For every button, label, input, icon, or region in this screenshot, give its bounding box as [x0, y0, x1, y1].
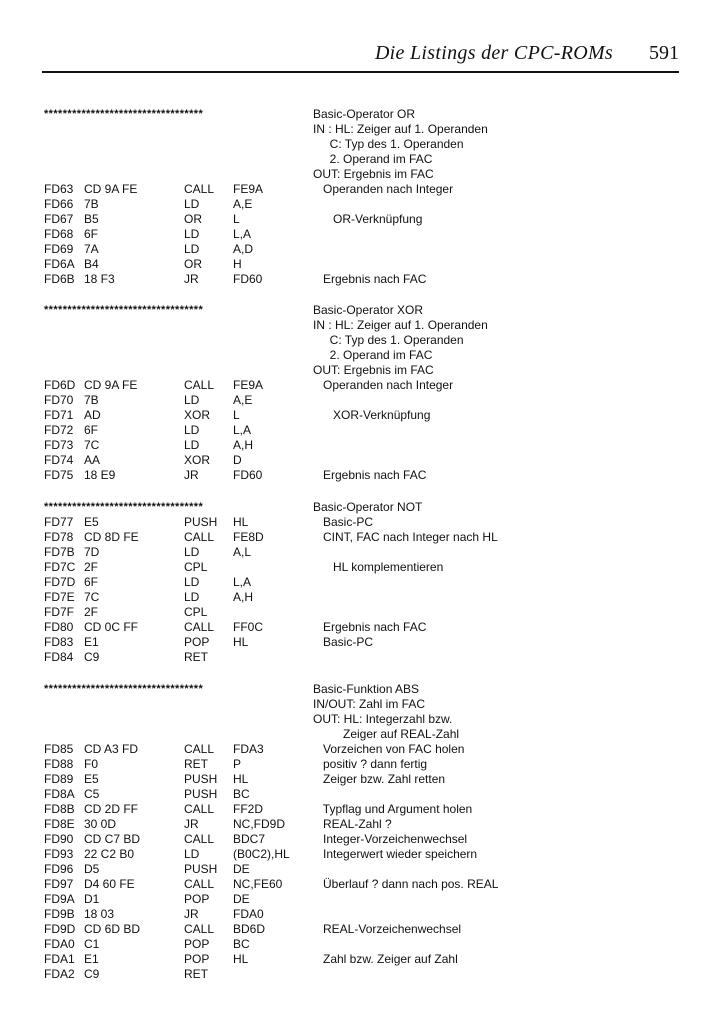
- address: FD8B: [44, 802, 75, 816]
- mnemonic: CALL: [184, 877, 215, 891]
- address: FD90: [44, 832, 74, 846]
- operand: A,H: [233, 590, 254, 604]
- opcode-bytes: D1: [84, 892, 100, 906]
- listing-line: [0, 605, 717, 620]
- address: FD67: [44, 212, 74, 226]
- listing-line: [0, 393, 717, 408]
- mnemonic: POP: [184, 952, 210, 966]
- opcode-bytes: CD 6D BD: [84, 922, 141, 936]
- opcode-bytes: 7B: [84, 197, 99, 211]
- comment: Basic-Operator XOR: [313, 303, 424, 317]
- listing-line: [0, 333, 717, 348]
- comment: IN/OUT: Zahl im FAC: [313, 697, 426, 711]
- address: FD75: [44, 468, 74, 482]
- address: FDA1: [44, 952, 75, 966]
- mnemonic: PUSH: [184, 515, 218, 529]
- operand: HL: [233, 515, 249, 529]
- listing-line: [0, 575, 717, 590]
- operand: A,H: [233, 438, 254, 452]
- operand: FE9A: [233, 182, 264, 196]
- comment: Integer-Vorzeichenwechsel: [313, 832, 468, 846]
- comment: 2. Operand im FAC: [313, 152, 433, 166]
- opcode-bytes: CD 9A FE: [84, 182, 138, 196]
- operand: A,E: [233, 393, 253, 407]
- opcode-bytes: E5: [84, 772, 99, 786]
- operand: L,A: [233, 575, 252, 589]
- comment: HL komplementieren: [313, 560, 444, 574]
- address: FD6A: [44, 257, 75, 271]
- opcode-bytes: CD 9A FE: [84, 378, 138, 392]
- address: FD7F: [44, 605, 74, 619]
- mnemonic: CALL: [184, 182, 215, 196]
- opcode-bytes: B4: [84, 257, 99, 271]
- opcode-bytes: C9: [84, 650, 100, 664]
- mnemonic: CALL: [184, 802, 215, 816]
- mnemonic: CPL: [184, 605, 208, 619]
- comment: OUT: Ergebnis im FAC: [313, 167, 434, 181]
- comment: CINT, FAC nach Integer nach HL: [313, 530, 498, 544]
- address: FD7B: [44, 545, 75, 559]
- comment: Ergebnis nach FAC: [313, 620, 427, 634]
- mnemonic: CALL: [184, 530, 215, 544]
- mnemonic: CALL: [184, 378, 215, 392]
- comment: OUT: Ergebnis im FAC: [313, 363, 434, 377]
- address: FD8E: [44, 817, 75, 831]
- listing-line: [0, 772, 717, 787]
- comment: Operanden nach Integer: [313, 182, 454, 196]
- address: FD96: [44, 862, 74, 876]
- comment: IN : HL: Zeiger auf 1. Operanden: [313, 318, 488, 332]
- mnemonic: OR: [184, 212, 202, 226]
- comment: Basic-Operator NOT: [313, 500, 423, 514]
- operand: HL: [233, 772, 249, 786]
- mnemonic: XOR: [184, 453, 211, 467]
- mnemonic: OR: [184, 257, 202, 271]
- mnemonic: JR: [184, 907, 199, 921]
- operand: P: [233, 757, 242, 771]
- mnemonic: CALL: [184, 832, 215, 846]
- listing-line: [0, 167, 717, 182]
- listing-line: [0, 832, 717, 847]
- listing-line: [0, 500, 717, 515]
- address: FD8A: [44, 787, 75, 801]
- opcode-bytes: 18 03: [84, 907, 115, 921]
- address: FD9A: [44, 892, 75, 906]
- comment: IN : HL: Zeiger auf 1. Operanden: [313, 122, 488, 136]
- opcode-bytes: AD: [84, 408, 101, 422]
- mnemonic: POP: [184, 635, 210, 649]
- address: FD97: [44, 877, 74, 891]
- opcode-bytes: F0: [84, 757, 99, 771]
- address: FD7E: [44, 590, 75, 604]
- mnemonic: LD: [184, 545, 200, 559]
- mnemonic: PUSH: [184, 772, 218, 786]
- running-header-title: Die Listings der CPC-ROMs: [374, 42, 613, 64]
- opcode-bytes: 7A: [84, 242, 99, 256]
- listing-line: [0, 635, 717, 650]
- address: FD73: [44, 438, 74, 452]
- listing-line: [0, 363, 717, 378]
- listing-line: [0, 438, 717, 453]
- mnemonic: RET: [184, 650, 208, 664]
- listing-line: [0, 937, 717, 952]
- opcode-bytes: E5: [84, 515, 99, 529]
- operand: DE: [233, 862, 250, 876]
- mnemonic: LD: [184, 590, 200, 604]
- address: FD7C: [44, 560, 76, 574]
- listing-line: [0, 378, 717, 393]
- separator-stars: **********************************: [44, 683, 204, 695]
- mnemonic: CPL: [184, 560, 208, 574]
- mnemonic: PUSH: [184, 862, 218, 876]
- mnemonic: CALL: [184, 922, 215, 936]
- operand: FD60: [233, 272, 263, 286]
- opcode-bytes: 7C: [84, 438, 100, 452]
- address: FD6D: [44, 378, 76, 392]
- mnemonic: LD: [184, 393, 200, 407]
- listing-line: [0, 682, 717, 697]
- operand: HL: [233, 635, 249, 649]
- listing-line: [0, 122, 717, 137]
- opcode-bytes: CD 0C FF: [84, 620, 138, 634]
- opcode-bytes: 2F: [84, 605, 99, 619]
- opcode-bytes: D4 60 FE: [84, 877, 135, 891]
- listing-line: [0, 787, 717, 802]
- listing-line: [0, 545, 717, 560]
- listing-line: [0, 802, 717, 817]
- comment: XOR-Verknüpfung: [313, 408, 431, 422]
- listing-line: [0, 967, 717, 982]
- listing-line: [0, 952, 717, 967]
- listing-line: [0, 182, 717, 197]
- opcode-bytes: 6F: [84, 423, 99, 437]
- address: FDA0: [44, 937, 75, 951]
- comment: Zeiger bzw. Zahl retten: [313, 772, 446, 786]
- operand: D: [233, 453, 242, 467]
- mnemonic: LD: [184, 242, 200, 256]
- comment: REAL-Zahl ?: [313, 817, 392, 831]
- listing-line: [0, 227, 717, 242]
- comment: positiv ? dann fertig: [313, 757, 428, 771]
- operand: NC,FD9D: [233, 817, 286, 831]
- operand: A,E: [233, 197, 253, 211]
- mnemonic: JR: [184, 468, 199, 482]
- comment: Überlauf ? dann nach pos. REAL: [313, 877, 499, 891]
- listing-line: [0, 453, 717, 468]
- mnemonic: CALL: [184, 620, 215, 634]
- listing-line: [0, 847, 717, 862]
- address: FD71: [44, 408, 74, 422]
- opcode-bytes: 7C: [84, 590, 100, 604]
- opcode-bytes: 18 F3: [84, 272, 115, 286]
- comment: OUT: HL: Integerzahl bzw.: [313, 712, 453, 726]
- listing-line: [0, 530, 717, 545]
- listing-line: [0, 468, 717, 483]
- page-number: 591: [649, 42, 679, 64]
- opcode-bytes: CD 8D FE: [84, 530, 139, 544]
- address: FD85: [44, 742, 74, 756]
- listing-line: [0, 712, 717, 727]
- comment: Zahl bzw. Zeiger auf Zahl: [313, 952, 458, 966]
- listing-line: [0, 423, 717, 438]
- address: FD66: [44, 197, 74, 211]
- operand: FF0C: [233, 620, 263, 634]
- comment: C: Typ des 1. Operanden: [313, 137, 464, 151]
- operand: FE9A: [233, 378, 264, 392]
- address: FD89: [44, 772, 74, 786]
- address: FD70: [44, 393, 74, 407]
- opcode-bytes: B5: [84, 212, 99, 226]
- operand: A,D: [233, 242, 254, 256]
- separator-stars: **********************************: [44, 108, 204, 120]
- opcode-bytes: C1: [84, 937, 100, 951]
- mnemonic: CALL: [184, 742, 215, 756]
- operand: FE8D: [233, 530, 264, 544]
- mnemonic: POP: [184, 937, 210, 951]
- address: FD74: [44, 453, 74, 467]
- listing-line: [0, 892, 717, 907]
- listing-line: [0, 650, 717, 665]
- opcode-bytes: 30 0D: [84, 817, 117, 831]
- operand: DE: [233, 892, 250, 906]
- address: FD77: [44, 515, 74, 529]
- mnemonic: JR: [184, 272, 199, 286]
- listing-line: [0, 197, 717, 212]
- address: FD88: [44, 757, 74, 771]
- address: FD78: [44, 530, 74, 544]
- listing-line: [0, 137, 717, 152]
- listing-line: [0, 515, 717, 530]
- listing-line: [0, 817, 717, 832]
- separator-stars: **********************************: [44, 501, 204, 513]
- operand: (B0C2),HL: [233, 847, 290, 861]
- opcode-bytes: CD C7 BD: [84, 832, 141, 846]
- operand: L: [233, 408, 240, 422]
- listing-line: [0, 212, 717, 227]
- listing-line: [0, 697, 717, 712]
- opcode-bytes: 7B: [84, 393, 99, 407]
- opcode-bytes: AA: [84, 453, 101, 467]
- mnemonic: LD: [184, 227, 200, 241]
- opcode-bytes: C9: [84, 967, 100, 981]
- opcode-bytes: CD A3 FD: [84, 742, 139, 756]
- comment: OR-Verknüpfung: [313, 212, 423, 226]
- mnemonic: LD: [184, 197, 200, 211]
- listing-line: [0, 620, 717, 635]
- comment: Integerwert wieder speichern: [313, 847, 478, 861]
- address: FD9D: [44, 922, 76, 936]
- mnemonic: RET: [184, 757, 208, 771]
- mnemonic: RET: [184, 967, 208, 981]
- address: FD72: [44, 423, 74, 437]
- mnemonic: POP: [184, 892, 210, 906]
- address: FD63: [44, 182, 74, 196]
- operand: FDA3: [233, 742, 264, 756]
- operand: FDA0: [233, 907, 264, 921]
- listing-line: [0, 742, 717, 757]
- opcode-bytes: CD 2D FF: [84, 802, 138, 816]
- mnemonic: LD: [184, 438, 200, 452]
- mnemonic: XOR: [184, 408, 211, 422]
- operand: A,L: [233, 545, 252, 559]
- opcode-bytes: 22 C2 B0: [84, 847, 135, 861]
- operand: BDC7: [233, 832, 266, 846]
- opcode-bytes: 6F: [84, 575, 99, 589]
- operand: L: [233, 212, 240, 226]
- listing-line: [0, 877, 717, 892]
- listing-line: [0, 560, 717, 575]
- comment: Zeiger auf REAL-Zahl: [313, 727, 460, 741]
- listing-line: [0, 907, 717, 922]
- comment: C: Typ des 1. Operanden: [313, 333, 464, 347]
- operand: BD6D: [233, 922, 266, 936]
- mnemonic: LD: [184, 575, 200, 589]
- listing-line: [0, 272, 717, 287]
- comment: Typflag und Argument holen: [313, 802, 473, 816]
- listing-line: [0, 257, 717, 272]
- separator-stars: **********************************: [44, 304, 204, 316]
- comment: 2. Operand im FAC: [313, 348, 433, 362]
- comment: Ergebnis nach FAC: [313, 468, 427, 482]
- opcode-bytes: D5: [84, 862, 100, 876]
- comment: Basic-PC: [313, 635, 374, 649]
- listing-line: [0, 757, 717, 772]
- mnemonic: LD: [184, 847, 200, 861]
- operand: L,A: [233, 423, 252, 437]
- comment: Basic-Funktion ABS: [313, 682, 420, 696]
- opcode-bytes: 6F: [84, 227, 99, 241]
- comment: Basic-PC: [313, 515, 374, 529]
- operand: BC: [233, 787, 250, 801]
- address: FD93: [44, 847, 74, 861]
- operand: HL: [233, 952, 249, 966]
- address: FD9B: [44, 907, 75, 921]
- listing-line: [0, 408, 717, 423]
- mnemonic: JR: [184, 817, 199, 831]
- opcode-bytes: 7D: [84, 545, 100, 559]
- listing-line: [0, 922, 717, 937]
- opcode-bytes: C5: [84, 787, 100, 801]
- address: FD68: [44, 227, 74, 241]
- operand: BC: [233, 937, 250, 951]
- comment: Operanden nach Integer: [313, 378, 454, 392]
- listing-line: [0, 727, 717, 742]
- operand: L,A: [233, 227, 252, 241]
- operand: FD60: [233, 468, 263, 482]
- listing-line: [0, 107, 717, 122]
- address: FD84: [44, 650, 74, 664]
- address: FDA2: [44, 967, 75, 981]
- address: FD7D: [44, 575, 76, 589]
- address: FD69: [44, 242, 74, 256]
- listing-line: [0, 152, 717, 167]
- address: FD83: [44, 635, 74, 649]
- operand: NC,FE60: [233, 877, 283, 891]
- opcode-bytes: E1: [84, 635, 99, 649]
- address: FD6B: [44, 272, 75, 286]
- listing-line: [0, 862, 717, 877]
- address: FD80: [44, 620, 74, 634]
- opcode-bytes: 18 E9: [84, 468, 116, 482]
- operand: FF2D: [233, 802, 263, 816]
- comment: Ergebnis nach FAC: [313, 272, 427, 286]
- operand: H: [233, 257, 242, 271]
- mnemonic: LD: [184, 423, 200, 437]
- mnemonic: PUSH: [184, 787, 218, 801]
- listing-line: [0, 303, 717, 318]
- listing-line: [0, 590, 717, 605]
- opcode-bytes: E1: [84, 952, 99, 966]
- comment: Basic-Operator OR: [313, 107, 416, 121]
- listing-line: [0, 242, 717, 257]
- opcode-bytes: 2F: [84, 560, 99, 574]
- listing-line: [0, 348, 717, 363]
- comment: REAL-Vorzeichenwechsel: [313, 922, 462, 936]
- listing-line: [0, 318, 717, 333]
- comment: Vorzeichen von FAC holen: [313, 742, 465, 756]
